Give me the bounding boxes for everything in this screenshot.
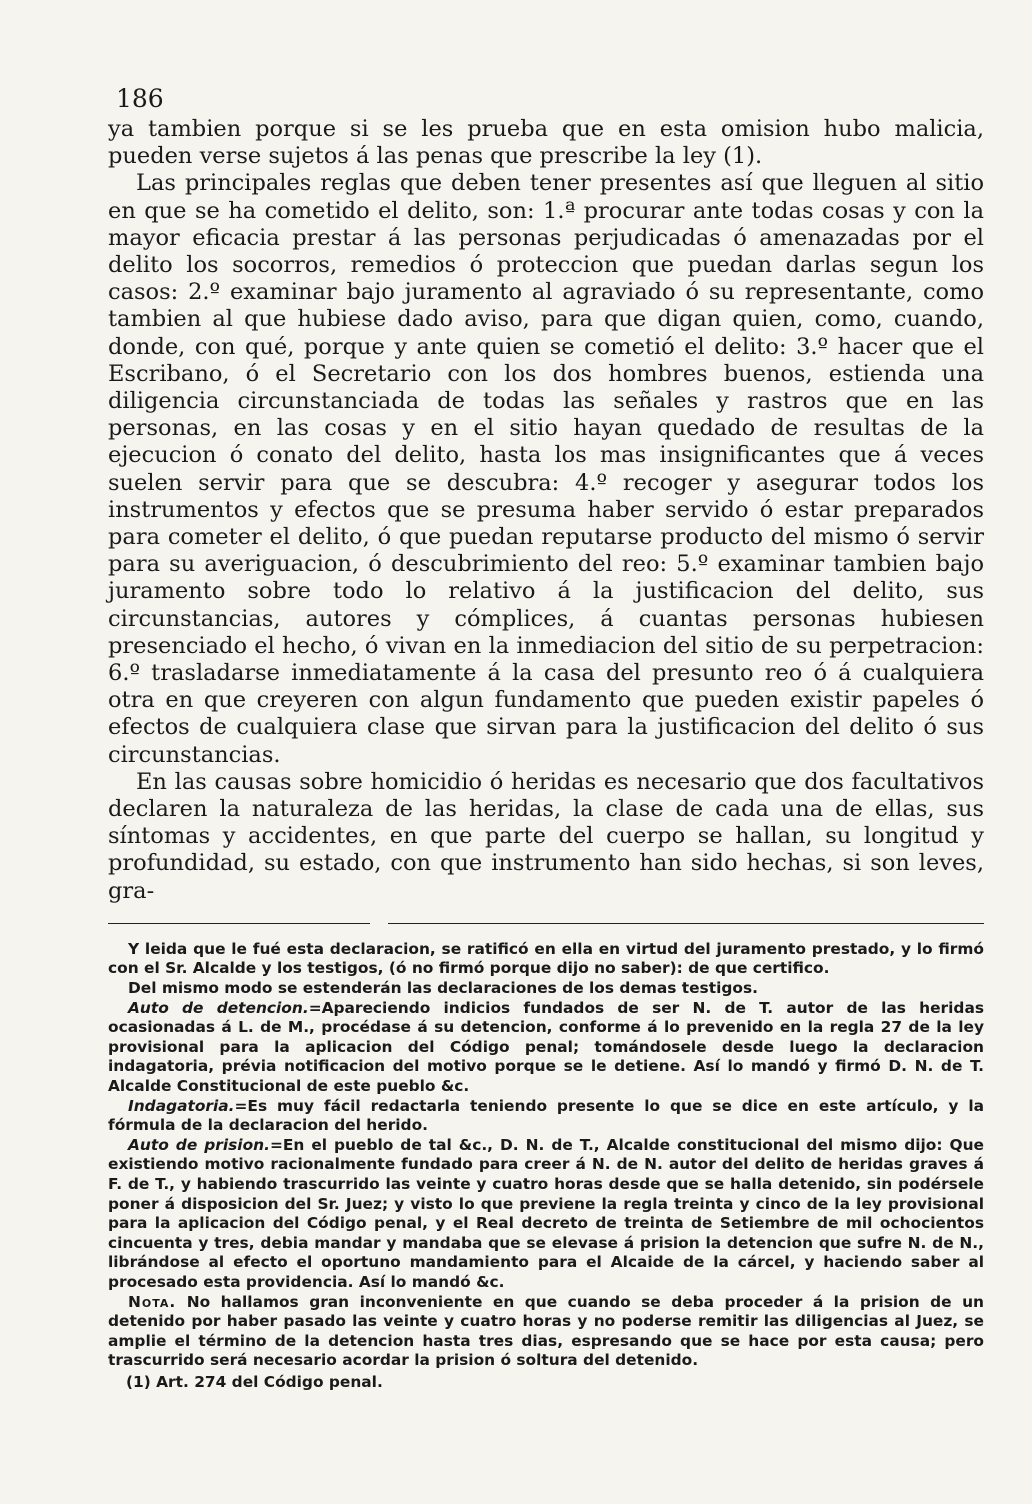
note-declaration-closing: Y leida que le fué esta declaracion, se ratificó en ella en virtud del juramento prestado, y lo firmó con el Sr. Alcalde y los testigos, (ó no firmó porque dijo no saber): de que certifico. <box>108 939 984 978</box>
page-number: 186 <box>116 84 164 113</box>
notes-separator <box>108 923 984 924</box>
note-indagatoria <box>108 1097 984 1136</box>
separator-rule-long <box>388 923 984 924</box>
note-auto-detencion <box>108 999 984 1097</box>
note-text-prision: =En el pueblo de tal &c., D. N. de T., Alcalde constitucional del mismo dijo: Que existiendo motivo racionalmente fundado para creer á N. de N. autor del delito de heridas graves á F. de T., y habiendo trascurrido las veinte y cuatro horas desde que se halla detenido, sin podérsele poner á disposicion del Sr. Juez; y visto lo que previene la regla treinta y cinco de la ley provisional para la aplicacion del Código penal, y el Real decreto de treinta de Setiembre de mil ochocientos cincuenta y tres, debia mandar y mandaba que se elevase á prision la detencion que sufre N. de N., librándose al efecto el oportuno mandamiento para el Alcaide de la cárcel, y haciendo saber al procesado esta providencia. Así lo mandó &c. <box>108 1135 985 1291</box>
paragraph-continuation: ya tambien porque si se les prueba que en esta omision hubo malicia, pueden verse sujetos á las penas que prescribe la ley (1). <box>108 116 984 170</box>
note-text-detencion: =Apareciendo indicios fundados de ser N. de T. autor de las heridas ocasionadas á L. de M., procédase á su detencion, conforme á lo prevenido en la regla 27 de la ley provisional para la aplicacion del Código penal; tomándosele desde luego la declaracion indagatoria, prévia notificacion del motivo porque se le detiene. Así lo mandó y firmó D. N. de T. Alcalde Constitucional de este pueblo &c. <box>108 998 984 1096</box>
note-lead-detencion: Auto de detencion. <box>128 998 309 1017</box>
note-auto-prision <box>108 1136 984 1293</box>
paragraph-rules: Las principales reglas que deben tener presentes así que lleguen al sitio en que se ha cometido el delito, son: 1.ª procurar ante todas cosas y con la mayor eficacia prestar á las personas perjudicadas ó amenazadas por el delito los socorros, remedios ó proteccion que puedan darlas segun los casos: 2.º examinar bajo juramento al agraviado ó su representante, como tambien al que hubiese dado aviso, para que digan quien, como, cuando, donde, con qué, porque y ante quien se cometió el delito: 3.º hacer que el Escribano, ó el Secretario con los dos hombres buenos, estienda una diligencia circunstanciada de todas las señales y rastros que en las personas, en las cosas y en el sitio hayan quedado de resultas de la ejecucion ó conato del delito, hasta los mas insignificantes que á veces suelen servir para que se descubra: 4.º recoger y asegurar todos los instrumentos y efectos que se presuma haber servido ó estar preparados para cometer el delito, ó que puedan reputarse producto del mismo ó servir para su averiguacion, ó descubrimiento del reo: 5.º examinar tambien bajo juramento sobre todo lo relativo á la justificacion del delito, sus circunstancias, autores y cómplices, á cuantas personas hubiesen presenciado el hecho, ó vivan en la inmediacion del sitio de su perpetracion: 6.º trasladarse inmediatamente á la casa del presunto reo ó á cualquiera otra en que creyeren con algun fundamento que pueden existir papeles ó efectos de cualquiera clase que sirvan para la justificacion del delito ó sus circunstancias. <box>108 170 984 768</box>
note-text-nota: No hallamos gran inconveniente en que cuando se deba proceder á la prision de un detenido por haber pasado las veinte y cuatro horas y no poderse remitir las diligencias al Juez, se amplie el término de la detencion hasta tres dias, espresando que se hace por esta causa; pero trascurrido será necesario acordar la prision ó soltura del detenido. <box>108 1292 984 1370</box>
note-lead-prision: Auto de prision. <box>128 1135 270 1154</box>
note-lead-nota: Nota. <box>128 1292 177 1311</box>
note-witnesses: Del mismo modo se estenderán las declaraciones de los demas testigos. <box>128 979 758 998</box>
note-nota <box>108 1293 984 1371</box>
note-lead-indagatoria: Indagatoria. <box>128 1096 235 1115</box>
paragraph-homicide: En las causas sobre homicidio ó heridas es necesario que dos facultativos declaren la naturaleza de las heridas, la clase de cada una de ellas, sus síntomas y accidentes, en que parte del cuerpo se hallan, su longitud y profundidad, su estado, con que instrumento han sido hechas, si son leves, gra- <box>108 768 984 904</box>
book-page <box>108 84 984 1393</box>
main-text <box>108 116 984 905</box>
footnote: (1) Art. 274 del Código penal. <box>126 1372 383 1391</box>
separator-rule-short <box>108 923 370 924</box>
note-text-indagatoria: =Es muy fácil redactarla teniendo presente lo que se dice en este artículo, y la fórmula de la declaracion del herido. <box>108 1096 984 1135</box>
notes-section <box>108 940 984 1393</box>
